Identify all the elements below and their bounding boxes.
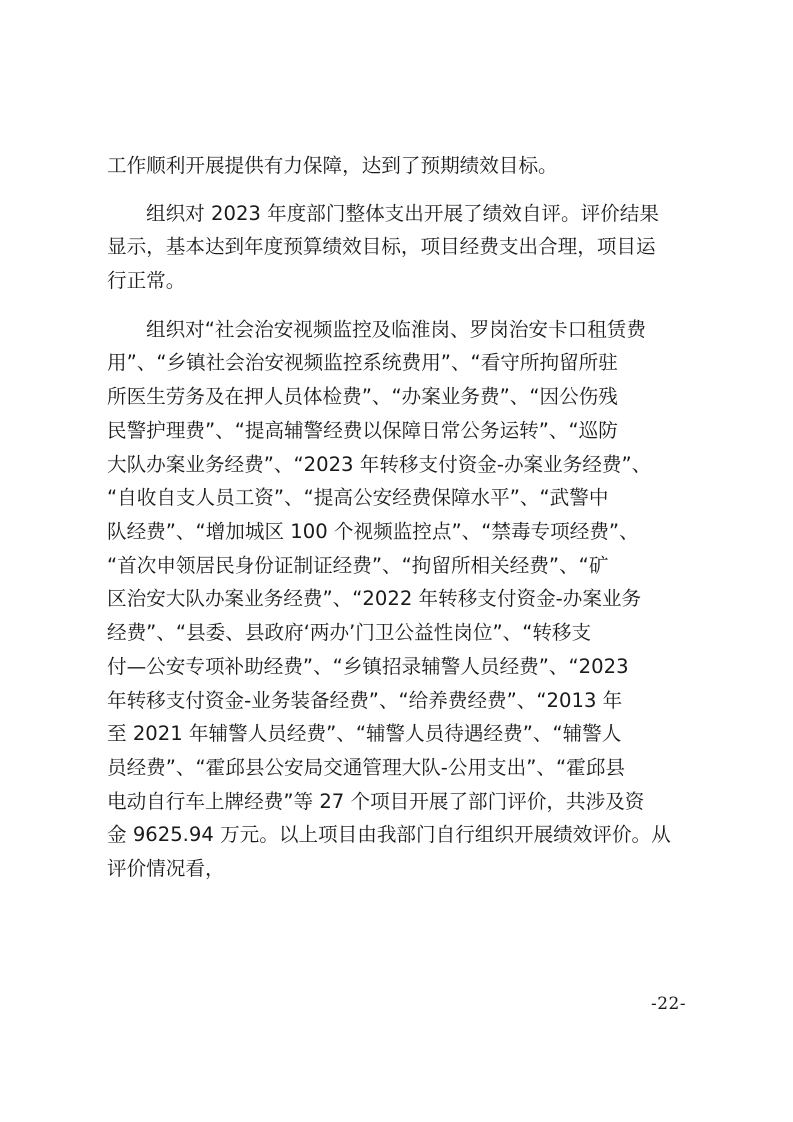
text-line: 工作顺利开展提供有力保障，达到了预期绩效目标。	[107, 154, 558, 177]
text-line: 付—公安专项补助经费”、“乡镇招录辅警人员经费”、“2023	[107, 655, 629, 678]
text-line: 民警护理费”、“提高辅警经费以保障日常公务运转”、“巡防	[107, 419, 618, 442]
page-number: -22-	[651, 994, 687, 1014]
text-line: 行正常。	[107, 269, 186, 292]
text-line: 电动自行车上牌经费”等 27 个项目开展了部门评价，共涉及资	[107, 790, 645, 813]
text-line: 至 2021 年辅警人员经费”、“辅警人员待遇经费”、“辅警人	[107, 722, 622, 745]
text-line: 员经费”、“霍邱县公安局交通管理大队-公用支出”、“霍邱县	[107, 756, 625, 779]
text-line: 显示，基本达到年度预算绩效目标，项目经费支出合理，项目运	[107, 235, 656, 258]
paragraph-start-line: 组织对 2023 年度部门整体支出开展了绩效自评。评价结果	[146, 202, 659, 225]
text-line: 年转移支付资金-业务装备经费”、“给养费经费”、“2013 年	[107, 689, 623, 712]
paragraph-start-line: 组织对“社会治安视频监控及临淮岗、罗岗治安卡口租赁费	[146, 318, 646, 341]
text-line: 经费”、“县委、县政府‘两办’门卫公益性岗位”、“转移支	[107, 621, 592, 644]
text-line: 队经费”、“增加城区 100 个视频监控点”、“禁毒专项经费”、	[107, 520, 639, 543]
text-line: “首次申领居民身份证制证经费”、“拘留所相关经费”、“矿	[107, 554, 609, 577]
text-line: 区治安大队办案业务经费”、“2022 年转移支付资金-办案业务	[107, 587, 642, 610]
text-line: 用”、“乡镇社会治安视频监控系统费用”、“看守所拘留所驻	[107, 351, 618, 374]
text-line: 大队办案业务经费”、“2023 年转移支付资金-办案业务经费”、	[107, 453, 652, 476]
text-line: 金 9625.94 万元。以上项目由我部门自行组织开展绩效评价。从	[107, 823, 671, 846]
text-line: 所医生劳务及在押人员体检费”、“办案业务费”、“因公伤残	[107, 385, 618, 408]
text-line: “自收自支人员工资”、“提高公安经费保障水平”、“武警中	[107, 486, 609, 509]
text-line: 评价情况看，	[107, 857, 225, 880]
